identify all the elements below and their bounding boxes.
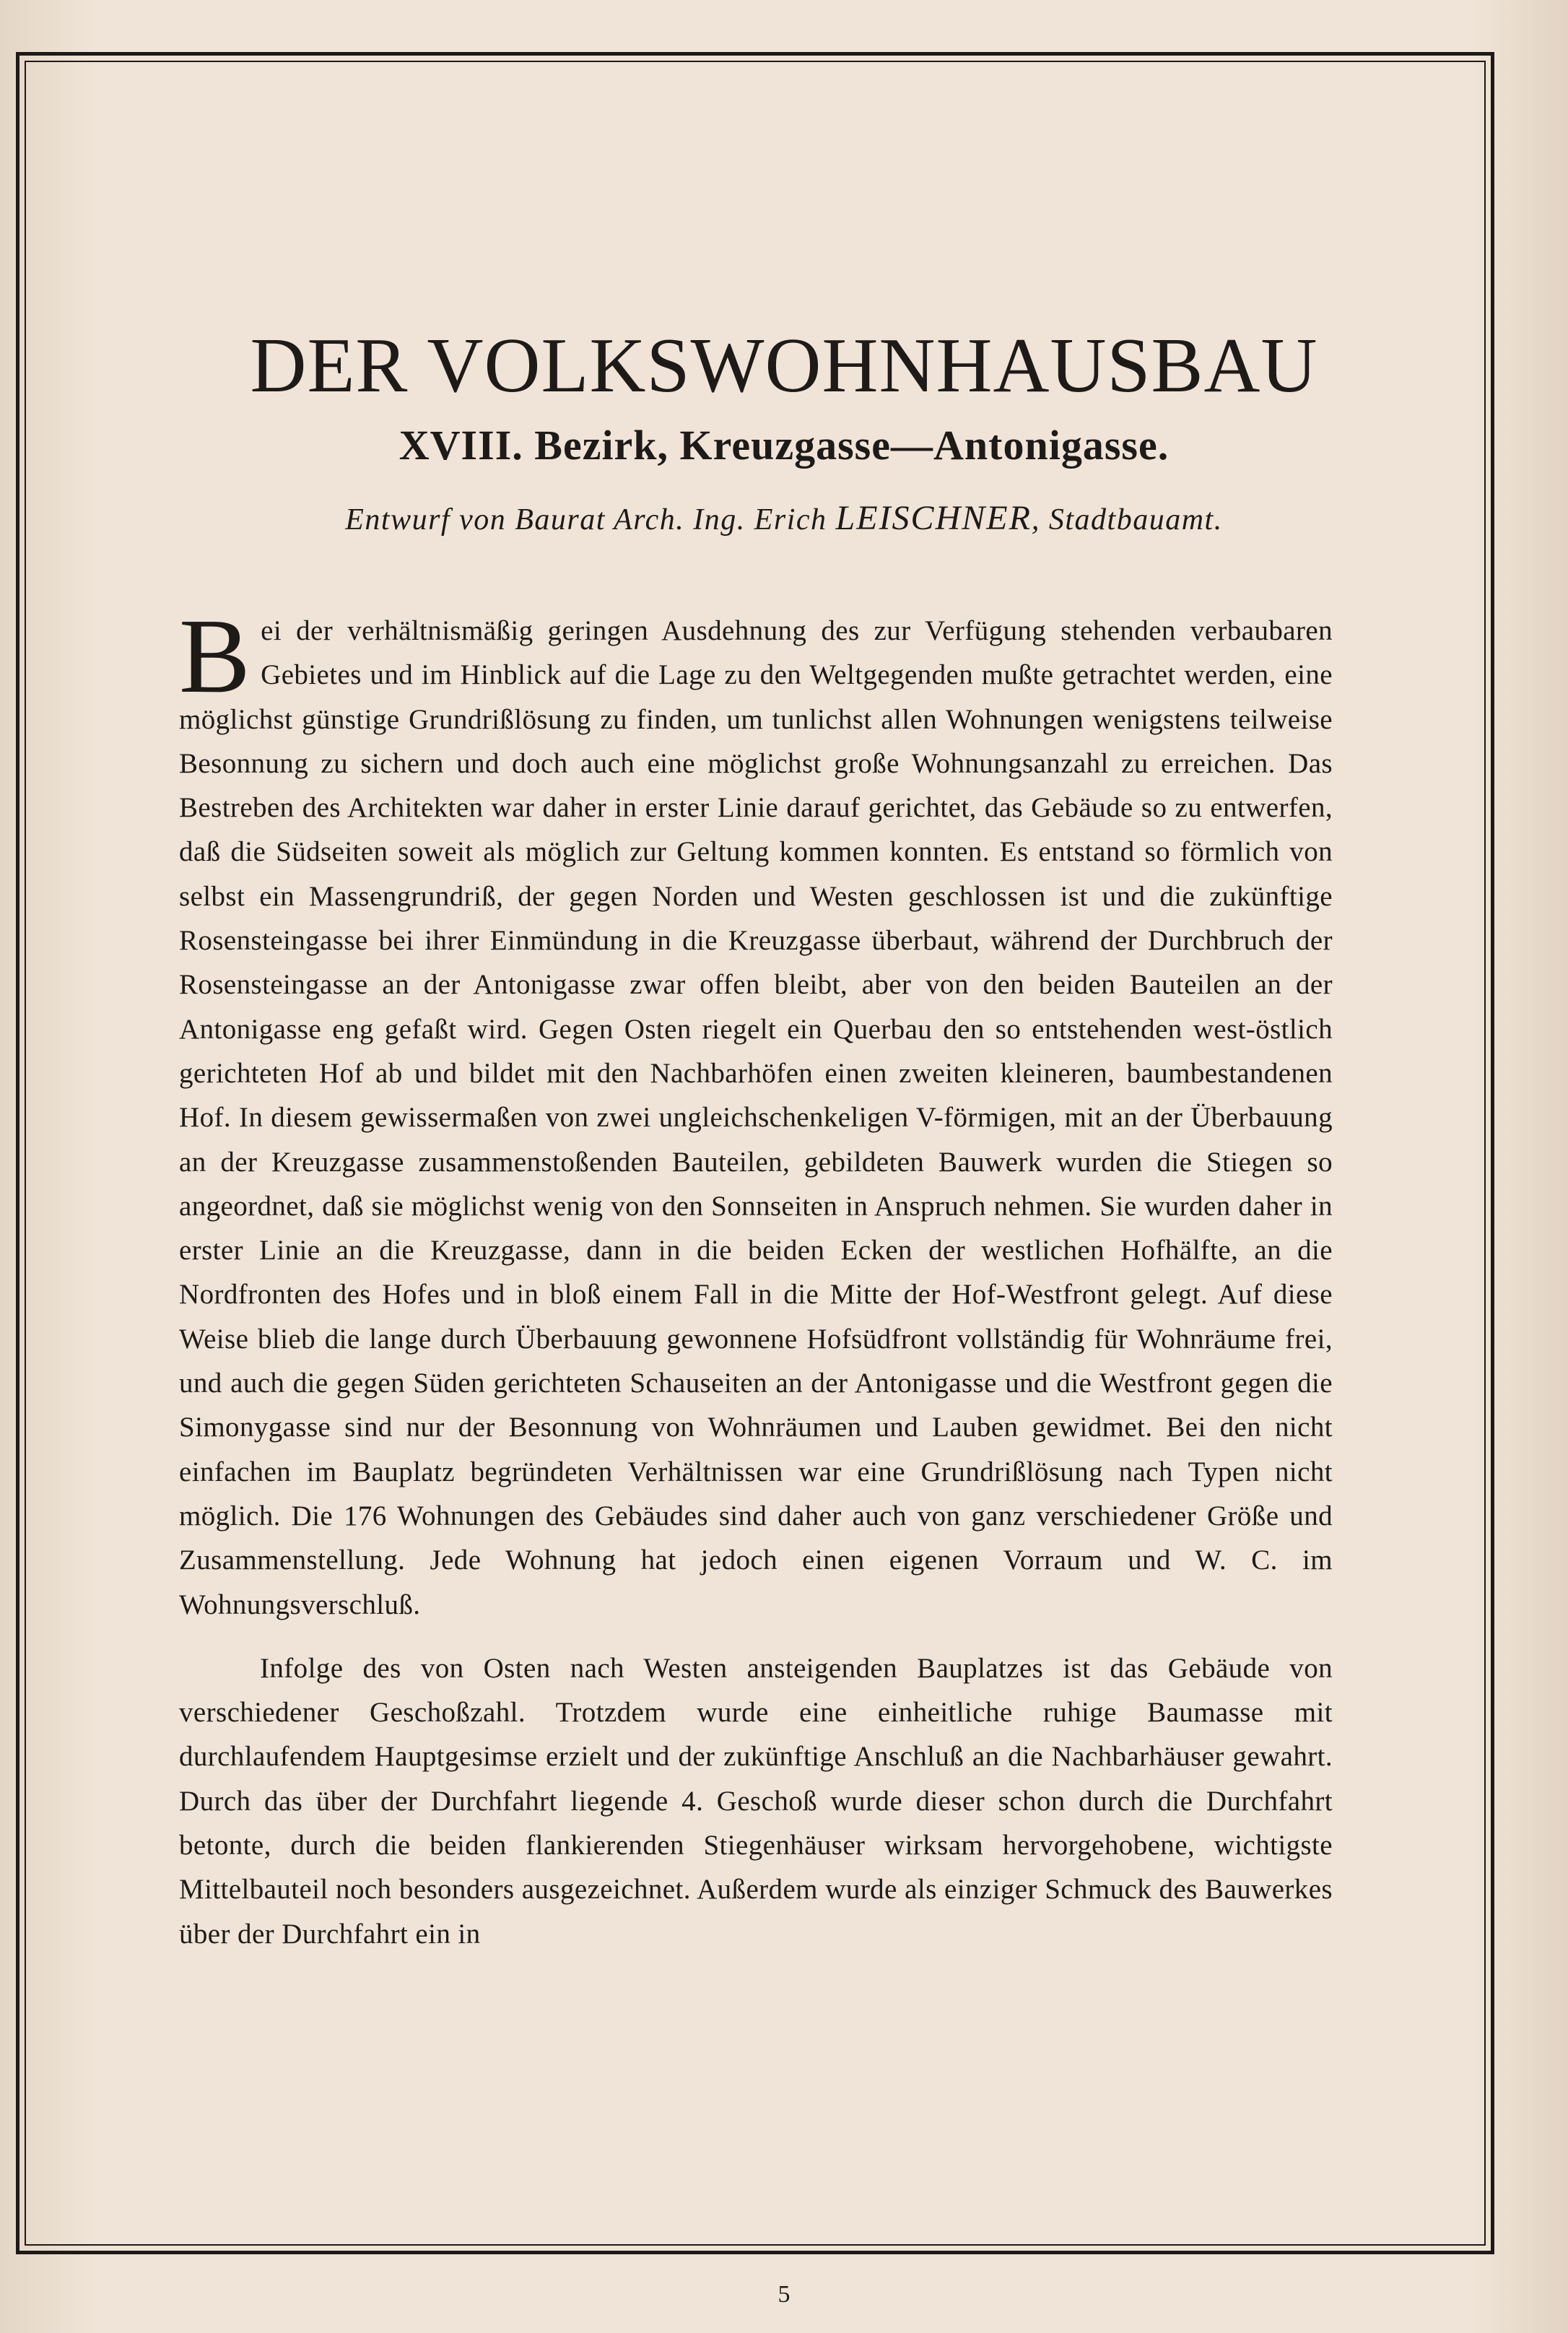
page-title: DER VOLKSWOHNHAUSBAU (250, 323, 1318, 409)
page-number: 5 (778, 2281, 790, 2308)
credit-prefix: Entwurf von Baurat Arch. Ing. Erich (345, 503, 836, 536)
author-credit (43, 498, 1525, 540)
architect-name: LEISCHNER (835, 499, 1032, 537)
credit-suffix: , Stadtbauamt. (1031, 503, 1223, 536)
paragraph-1 (179, 597, 1333, 1627)
paragraph-2: Infolge des von Osten nach Westen ansteigenden Bauplatzes ist das Gebäude von verschiedener Geschoßzahl. Trotzdem wurde eine einheitliche ruhige Baumasse mit durchlaufendem Hauptgesimse erzielt und der zukünftige Anschluß an die Nachbarhäuser gewahrt. Durch das über der Durchfahrt liegende 4. Geschoß wurde dieser schon durch die Durchfahrt betonte, durch die beiden flankierenden Stiegenhäuser wirksam hervorgehobene, wichtigste Mittelbauteil noch besonders ausgezeichnet. Außerdem wurde als einziger Schmuck des Bauwerkes über der Durchfahrt ein in (179, 1652, 1333, 1950)
drop-cap: B (179, 597, 251, 716)
article-body (179, 597, 1333, 1956)
page-subtitle: XVIII. Bezirk, Kreuzgasse—Antonigasse. (398, 422, 1170, 469)
paragraph-1-text: ei der verhältnismäßig geringen Ausdehnung des zur Verfügung stehenden verbaubaren Gebietes und im Hinblick auf die Lage zu den Weltgegenden mußte getrachtet werden, eine möglichst günstige Grundrißlösung zu finden, um tunlichst allen Wohnungen wenigstens teilweise Besonnung zu sichern und doch auch eine möglichst große Wohnungsanzahl zu erreichen. Das Bestreben des Architekten war daher in erster Linie darauf gerichtet, das Gebäude so zu entwerfen, daß die Südseiten soweit als möglich zur Geltung kommen konnten. Es entstand so förmlich von selbst ein Massengrundriß, der gegen Norden und Westen geschlossen ist und die zukünftige Rosensteingasse bei ihrer Einmündung in die Kreuzgasse überbaut, während der Durchbruch der Rosensteingasse an der Antonigasse zwar offen bleibt, aber von den beiden Bauteilen an der Antonigasse eng gefaßt wird. Gegen Osten riegelt ein Querbau den so entstehenden west-östlich gerichteten Hof ab und bildet mit den Nachbarhöfen einen zweiten kleineren, baumbestandenen Hof. In diesem gewissermaßen von zwei ungleichschenkeligen V-förmigen, mit an der Überbauung an der Kreuzgasse zusammenstoßenden Bauteilen, gebildeten Bauwerk wurden die Stiegen so angeordnet, daß sie möglichst wenig von den Sonnseiten in Anspruch nehmen. Sie wurden daher in erster Linie an die Kreuzgasse, dann in die beiden Ecken der westlichen Hofhälfte, an die Nordfronten des Hofes und in bloß einem Fall in die Mitte der Hof-Westfront gelegt. Auf diese Weise blieb die lange durch Überbauung gewonnene Hofsüdfront vollständig für Wohnräume frei, und auch die gegen Süden gerichteten Schauseiten an der Antonigasse und die Westfront gegen die Simonygasse sind nur der Besonnung von Wohnräumen und Lauben gewidmet. Bei den nicht einfachen im Bauplatz begründeten Verhältnissen war eine Grundrißlösung nach Typen nicht möglich. Die 176 Wohnungen des Gebäudes sind daher auch von ganz verschiedener Größe und Zusammenstellung. Jede Wohnung hat jedoch einen eigenen Vorraum und W. C. im Wohnungsverschluß. (179, 615, 1333, 1620)
